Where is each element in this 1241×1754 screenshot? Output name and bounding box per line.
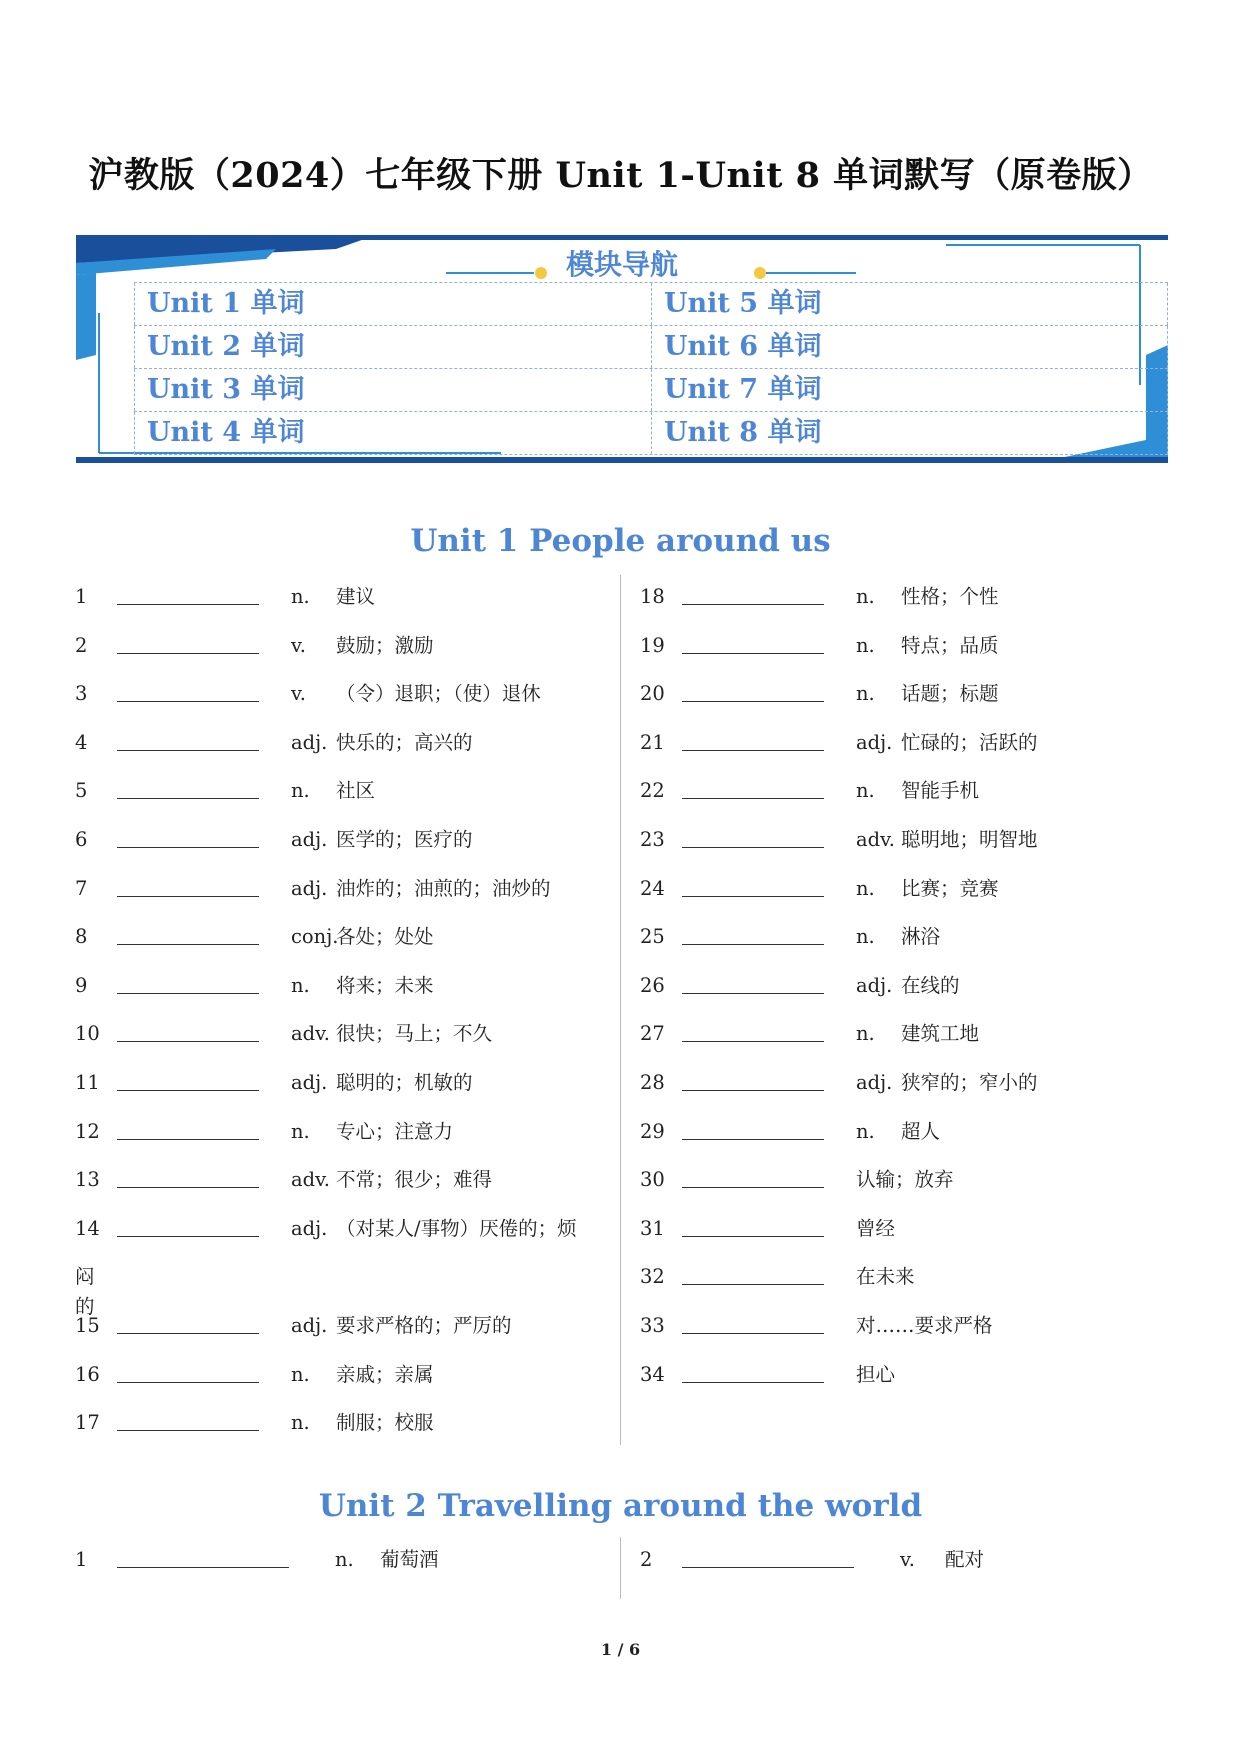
answer-blank[interactable] xyxy=(117,922,259,945)
item-number: 8 xyxy=(75,925,88,949)
definition: 将来；未来 xyxy=(336,973,434,997)
vocab-row xyxy=(640,1214,1180,1244)
definition: 聪明地；明智地 xyxy=(901,828,1038,851)
item-number: 10 xyxy=(75,1022,100,1046)
part-of-speech: adv. xyxy=(291,1022,331,1046)
item-number: 30 xyxy=(640,1168,665,1192)
vocab-row xyxy=(75,1214,615,1244)
answer-blank[interactable] xyxy=(682,922,824,945)
document-title: 沪教版（2024）七年级下册 Unit 1-Unit 8 单词默写（原卷版） xyxy=(88,155,1153,196)
item-number: 23 xyxy=(640,828,665,851)
answer-blank[interactable] xyxy=(117,874,259,897)
item-number: 12 xyxy=(75,1119,100,1143)
vocab-row xyxy=(640,1360,1180,1390)
item-number: 24 xyxy=(640,876,665,900)
nav-link-unit4[interactable]: Unit 4 单词 xyxy=(134,412,651,454)
definition: 曾经 xyxy=(856,1216,896,1240)
definition: 智能手机 xyxy=(901,779,980,803)
answer-blank[interactable] xyxy=(117,1117,259,1140)
nav-row xyxy=(134,326,1168,369)
part-of-speech: n. xyxy=(856,876,875,900)
definition: 油炸的；油煎的；油炒的 xyxy=(336,876,551,900)
part-of-speech: n. xyxy=(335,1548,354,1571)
module-navigation xyxy=(76,235,1168,463)
definition: 忙碌的；活跃的 xyxy=(901,730,1038,754)
part-of-speech: n. xyxy=(856,925,875,949)
vocab-row xyxy=(75,1545,615,1575)
item-number: 32 xyxy=(640,1265,665,1289)
vocab-row xyxy=(75,1311,615,1341)
vocab-row xyxy=(640,1311,1180,1341)
part-of-speech: adj. xyxy=(291,1314,328,1337)
unit2-heading: Unit 2 Travelling around the world xyxy=(318,1488,923,1524)
nav-title: 模块导航 xyxy=(565,248,678,281)
definition: 葡萄酒 xyxy=(380,1548,439,1571)
part-of-speech: n. xyxy=(856,682,875,706)
definition: 担心 xyxy=(856,1362,896,1386)
part-of-speech: v. xyxy=(900,1548,915,1571)
item-number: 7 xyxy=(75,876,88,900)
answer-blank[interactable] xyxy=(682,679,824,702)
definition: 认输；放弃 xyxy=(856,1168,954,1192)
part-of-speech: adj. xyxy=(856,973,893,997)
part-of-speech: adj. xyxy=(856,1071,893,1094)
vocab-row xyxy=(640,1165,1180,1195)
answer-blank[interactable] xyxy=(682,1117,824,1140)
item-number: 25 xyxy=(640,925,665,949)
definition: 对……要求严格 xyxy=(856,1314,993,1337)
answer-blank[interactable] xyxy=(117,1545,289,1568)
part-of-speech: adj. xyxy=(291,876,328,900)
nav-row xyxy=(134,412,1168,455)
answer-blank[interactable] xyxy=(682,582,824,605)
nav-link-unit3[interactable]: Unit 3 单词 xyxy=(134,369,651,411)
answer-blank[interactable] xyxy=(117,631,259,654)
definition: 特点；品质 xyxy=(901,633,999,657)
answer-blank[interactable] xyxy=(117,1311,259,1334)
part-of-speech: adj. xyxy=(291,730,328,754)
answer-blank[interactable] xyxy=(117,971,259,994)
part-of-speech: adv. xyxy=(291,1168,331,1192)
definition: （令）退职；（使）退休 xyxy=(336,682,541,706)
unit1-heading: Unit 1 People around us xyxy=(410,523,831,559)
answer-blank[interactable] xyxy=(117,776,259,799)
part-of-speech: adj. xyxy=(856,730,893,754)
item-number: 29 xyxy=(640,1119,665,1143)
nav-link-unit5[interactable]: Unit 5 单词 xyxy=(651,283,1168,325)
answer-blank[interactable] xyxy=(117,1360,259,1383)
definition: 很快；马上；不久 xyxy=(336,1022,493,1046)
nav-row xyxy=(134,283,1168,326)
definition: 制服；校服 xyxy=(336,1411,434,1435)
vocab-row xyxy=(75,1019,615,1049)
answer-blank[interactable] xyxy=(117,1165,259,1188)
vocab-row xyxy=(640,1545,1180,1575)
vocab-row xyxy=(640,874,1180,904)
vocab-row xyxy=(75,631,615,661)
answer-blank[interactable] xyxy=(682,1545,854,1568)
vocab-row xyxy=(75,679,615,709)
part-of-speech: n. xyxy=(291,585,310,608)
item-number: 1 xyxy=(75,1548,88,1571)
part-of-speech: n. xyxy=(856,585,875,608)
vocab-row xyxy=(75,776,615,806)
vocab-row xyxy=(75,922,615,952)
item-number: 2 xyxy=(640,1548,653,1571)
part-of-speech: n. xyxy=(856,1022,875,1046)
answer-blank[interactable] xyxy=(682,1311,824,1334)
definition: 淋浴 xyxy=(901,925,941,949)
vocab-row xyxy=(640,679,1180,709)
answer-blank[interactable] xyxy=(682,1068,824,1091)
definition: 专心；注意力 xyxy=(336,1119,454,1143)
definition: 比赛；竞赛 xyxy=(901,876,999,900)
definition: 性格；个性 xyxy=(901,585,999,608)
nav-link-unit2[interactable]: Unit 2 单词 xyxy=(134,326,651,368)
definition: 鼓励；激励 xyxy=(336,633,434,657)
item-number: 5 xyxy=(75,779,88,803)
answer-blank[interactable] xyxy=(117,582,259,605)
definition: 亲戚；亲属 xyxy=(336,1362,434,1386)
column-divider xyxy=(620,1537,621,1599)
answer-blank[interactable] xyxy=(117,1019,259,1042)
vocab-row xyxy=(640,1019,1180,1049)
item-number: 20 xyxy=(640,682,665,706)
item-number: 13 xyxy=(75,1168,100,1192)
definition-continuation: 闷的 xyxy=(75,1265,95,1319)
item-number: 6 xyxy=(75,828,88,851)
definition: 建议 xyxy=(336,585,376,608)
vocab-row xyxy=(75,1408,615,1438)
part-of-speech: v. xyxy=(291,682,306,706)
part-of-speech: n. xyxy=(291,1362,310,1386)
vocab-row xyxy=(75,582,615,612)
answer-blank[interactable] xyxy=(117,825,259,848)
vocab-row xyxy=(640,825,1180,855)
item-number: 27 xyxy=(640,1022,665,1046)
definition: 话题；标题 xyxy=(901,682,999,706)
nav-link-unit6[interactable]: Unit 6 单词 xyxy=(651,326,1168,368)
vocab-row xyxy=(75,1360,615,1390)
item-number: 19 xyxy=(640,633,665,657)
item-number: 11 xyxy=(75,1071,100,1094)
part-of-speech: adv. xyxy=(856,828,896,851)
vocab-row xyxy=(640,971,1180,1001)
vocab-row xyxy=(640,582,1180,612)
item-number: 28 xyxy=(640,1071,665,1094)
answer-blank[interactable] xyxy=(117,1068,259,1091)
vocab-row xyxy=(75,825,615,855)
nav-link-unit7[interactable]: Unit 7 单词 xyxy=(651,369,1168,411)
item-number: 14 xyxy=(75,1216,100,1240)
item-number: 9 xyxy=(75,973,88,997)
answer-blank[interactable] xyxy=(117,1214,259,1237)
part-of-speech: n. xyxy=(291,779,310,803)
nav-link-grid xyxy=(134,282,1168,455)
part-of-speech: adj. xyxy=(291,828,328,851)
definition: 各处；处处 xyxy=(336,925,434,949)
item-number: 15 xyxy=(75,1314,100,1337)
definition: 在线的 xyxy=(901,973,960,997)
vocab-row xyxy=(640,1068,1180,1098)
part-of-speech: adj. xyxy=(291,1216,328,1240)
definition: 配对 xyxy=(945,1548,985,1571)
item-number: 3 xyxy=(75,682,88,706)
answer-blank[interactable] xyxy=(117,679,259,702)
part-of-speech: n. xyxy=(856,779,875,803)
vocab-row xyxy=(640,728,1180,758)
definition: 建筑工地 xyxy=(901,1022,980,1046)
item-number: 4 xyxy=(75,730,88,754)
vocab-row xyxy=(640,922,1180,952)
answer-blank[interactable] xyxy=(682,631,824,654)
vocab-row xyxy=(640,1117,1180,1147)
part-of-speech: n. xyxy=(856,633,875,657)
answer-blank[interactable] xyxy=(682,1165,824,1188)
answer-blank[interactable] xyxy=(682,728,824,751)
answer-blank[interactable] xyxy=(682,1214,824,1237)
definition: 快乐的；高兴的 xyxy=(336,730,473,754)
answer-blank[interactable] xyxy=(682,825,824,848)
item-number: 22 xyxy=(640,779,665,803)
answer-blank[interactable] xyxy=(682,874,824,897)
answer-blank[interactable] xyxy=(682,1019,824,1042)
nav-link-unit8[interactable]: Unit 8 单词 xyxy=(651,412,1168,454)
answer-blank[interactable] xyxy=(117,1408,259,1431)
answer-blank[interactable] xyxy=(682,971,824,994)
item-number: 18 xyxy=(640,585,665,608)
part-of-speech: n. xyxy=(291,1411,310,1435)
vocab-row xyxy=(75,728,615,758)
part-of-speech: n. xyxy=(856,1119,875,1143)
vocab-row xyxy=(640,631,1180,661)
vocab-row xyxy=(75,1068,615,1098)
vocab-row xyxy=(75,1165,615,1195)
part-of-speech: conj. xyxy=(291,925,339,949)
definition: 狭窄的；窄小的 xyxy=(901,1071,1038,1094)
vocab-row xyxy=(640,1262,1180,1292)
vocab-row xyxy=(75,971,615,1001)
definition: 超人 xyxy=(901,1119,941,1143)
item-number: 26 xyxy=(640,973,665,997)
part-of-speech: adj. xyxy=(291,1071,328,1094)
definition: 要求严格的；严厉的 xyxy=(336,1314,512,1337)
item-number: 16 xyxy=(75,1362,100,1386)
vocab-row xyxy=(75,874,615,904)
vocab-row xyxy=(75,1117,615,1147)
answer-blank[interactable] xyxy=(117,728,259,751)
definition: 聪明的；机敏的 xyxy=(336,1071,473,1094)
definition: （对某人/事物）厌倦的；烦 xyxy=(336,1216,577,1240)
item-number: 31 xyxy=(640,1216,665,1240)
item-number: 34 xyxy=(640,1362,665,1386)
answer-blank[interactable] xyxy=(682,1262,824,1285)
item-number: 33 xyxy=(640,1314,665,1337)
part-of-speech: n. xyxy=(291,1119,310,1143)
definition: 在未来 xyxy=(856,1265,915,1289)
column-divider xyxy=(620,575,621,1445)
item-number: 21 xyxy=(640,730,665,754)
definition: 医学的；医疗的 xyxy=(336,828,473,851)
item-number: 2 xyxy=(75,633,88,657)
vocab-row xyxy=(640,776,1180,806)
part-of-speech: v. xyxy=(291,633,306,657)
answer-blank[interactable] xyxy=(682,1360,824,1383)
answer-blank[interactable] xyxy=(682,776,824,799)
definition: 社区 xyxy=(336,779,376,803)
page-number: 1 / 6 xyxy=(600,1640,641,1659)
item-number: 17 xyxy=(75,1411,100,1435)
part-of-speech: n. xyxy=(291,973,310,997)
nav-row xyxy=(134,369,1168,412)
nav-link-unit1[interactable]: Unit 1 单词 xyxy=(134,283,651,325)
definition: 不常；很少；难得 xyxy=(336,1168,493,1192)
item-number: 1 xyxy=(75,585,88,608)
